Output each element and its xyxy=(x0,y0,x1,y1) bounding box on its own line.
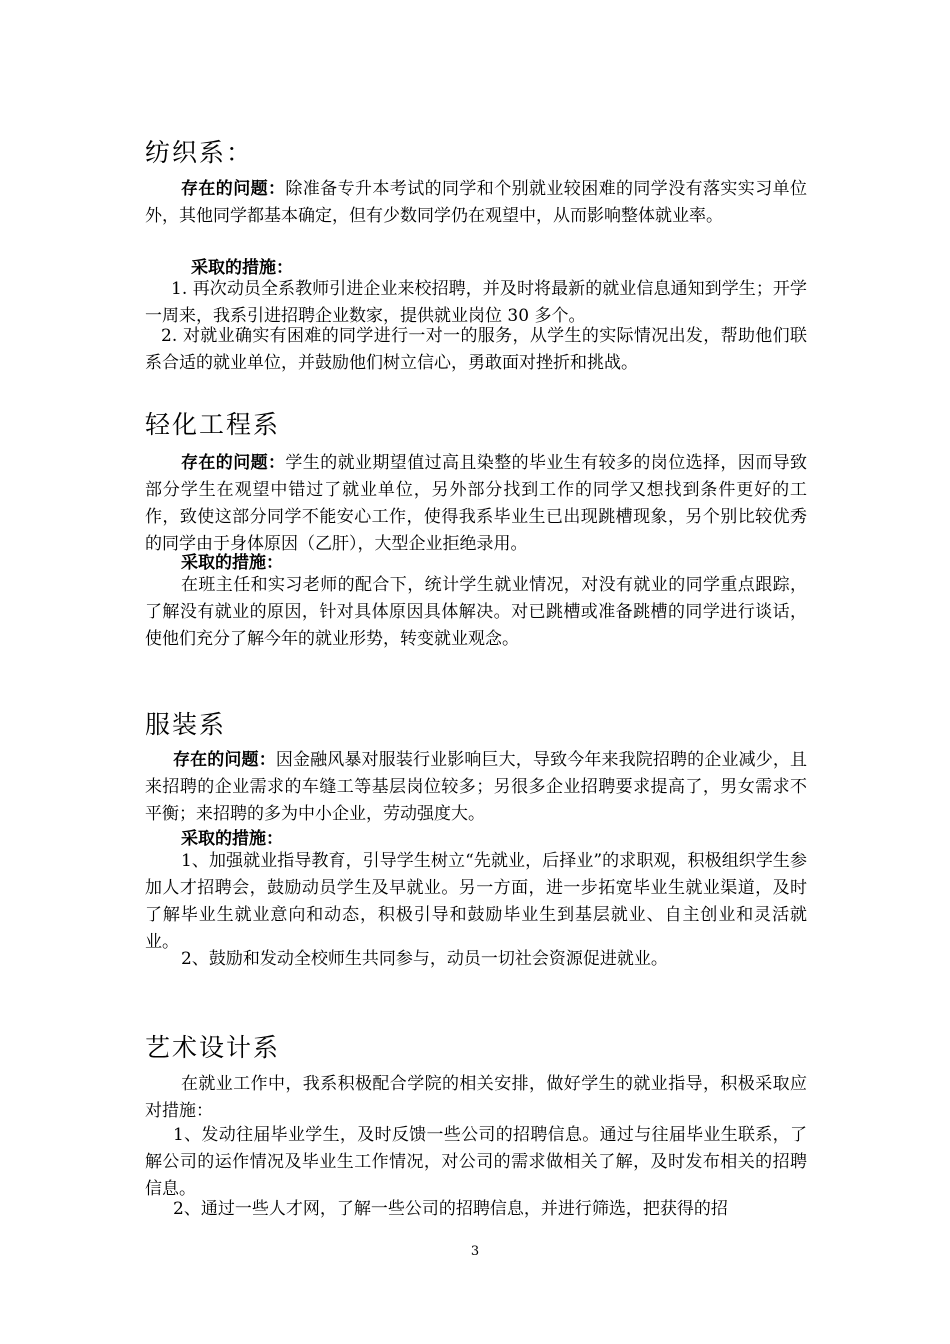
section-title-light-chemical: 轻化工程系 xyxy=(145,410,281,439)
section-title-textile: 纺织系： xyxy=(145,138,254,167)
problem-text: 除准备专升本考试的同学和个别就业较困难的同学没有落实实习单位外，其他同学都基本确定，但有少数同学仍在观望中，从而影响整体就业率。 xyxy=(145,179,808,226)
art-design-intro: 在就业工作中，我系积极配合学院的相关安排，做好学生的就业指导，积极采取应对措施： xyxy=(145,1074,807,1121)
garment-problem xyxy=(145,747,807,828)
textile-measure-1: 1. 再次动员全系教师引进企业来校招聘，并及时将最新的就业信息通知到学生；开学一周来，我系引进招聘企业数家，提供就业岗位 30 多个。 xyxy=(145,279,807,326)
problem-label: 存在的问题： xyxy=(173,750,276,770)
section-title-garment: 服装系 xyxy=(145,710,227,739)
problem-label: 存在的问题： xyxy=(181,179,286,199)
garment-measures-label: 采取的措施： xyxy=(181,829,283,849)
problem-text: 学生的就业期望值过高且染整的毕业生有较多的岗位选择，因而导致部分学生在观望中错过了就业单位，另外部分找到工作的同学又想找到条件更好的工作，致使这部分同学不能安心工作，使得我系毕业生已出现跳槽现象，另个别比较优秀的同学由于身体原因（乙肝），大型企业拒绝录用。 xyxy=(145,453,808,554)
textile-measures-label: 采取的措施： xyxy=(191,258,293,278)
art-design-measure-2: 2、通过一些人才网，了解一些公司的招聘信息，并进行筛选，把获得的招 xyxy=(173,1199,728,1219)
textile-problem xyxy=(145,176,807,230)
garment-measure-2: 2、鼓励和发动全校师生共同参与，动员一切社会资源促进就业。 xyxy=(181,949,668,969)
problem-label: 存在的问题： xyxy=(181,453,286,473)
page-number: 3 xyxy=(470,1244,480,1259)
light-chemical-measures-label: 采取的措施： xyxy=(181,553,283,573)
light-chemical-problem xyxy=(145,450,807,558)
art-design-measure-1: 1、发动往届毕业学生，及时反馈一些公司的招聘信息。通过与往届毕业生联系，了解公司的运作情况及毕业生工作情况，对公司的需求做相关了解，及时发布相关的招聘信息。 xyxy=(145,1125,807,1199)
light-chemical-measure-1: 在班主任和实习老师的配合下，统计学生就业情况，对没有就业的同学重点跟踪，了解没有就业的原因，针对具体原因具体解决。对已跳槽或准备跳槽的同学进行谈话，使他们充分了解今年的就业形势，转变就业观念。 xyxy=(145,575,807,649)
problem-text: 因金融风暴对服装行业影响巨大，导致今年来我院招聘的企业减少，且来招聘的企业需求的车缝工等基层岗位较多；另很多企业招聘要求提高了，男女需求不平衡；来招聘的多为中小企业，劳动强度大。 xyxy=(145,750,808,824)
textile-measure-2: 2. 对就业确实有困难的同学进行一对一的服务，从学生的实际情况出发，帮助他们联系合适的就业单位，并鼓励他们树立信心，勇敢面对挫折和挑战。 xyxy=(145,326,807,373)
garment-measure-1: 1、加强就业指导教育，引导学生树立“先就业，后择业”的求职观，积极组织学生参加人才招聘会，鼓励动员学生及早就业。另一方面，进一步拓宽毕业生就业渠道，及时了解毕业生就业意向和动态，积极引导和鼓励毕业生到基层就业、自主创业和灵活就业。 xyxy=(145,851,807,952)
section-title-art-design: 艺术设计系 xyxy=(145,1033,281,1062)
